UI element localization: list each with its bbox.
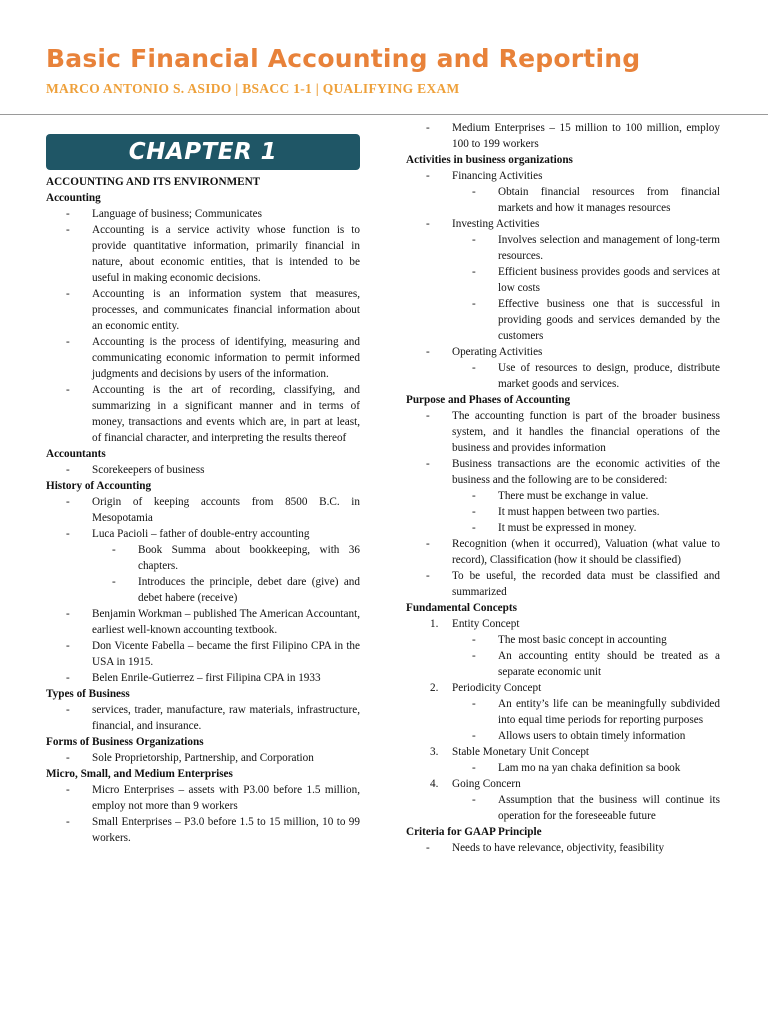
left-column bbox=[46, 134, 360, 846]
dash-bullet: - bbox=[66, 816, 70, 828]
dash-bullet: - bbox=[472, 186, 476, 198]
list-item-text: Accounting is an information system that measures, processes, and communicates financial information about an economic entity. bbox=[92, 288, 360, 332]
list-number: 2. bbox=[430, 682, 439, 694]
list-item-text: Going Concern bbox=[452, 778, 521, 790]
list-item-text: Needs to have relevance, objectivity, feasibility bbox=[452, 842, 665, 854]
dash-bullet: - bbox=[472, 506, 476, 518]
list-item bbox=[46, 638, 360, 670]
dash-bullet: - bbox=[66, 384, 70, 396]
list-item-text: Periodicity Concept bbox=[452, 682, 542, 694]
list-number: 1. bbox=[430, 618, 439, 630]
list-item-text: Language of business; Communicates bbox=[92, 208, 262, 220]
list-item-text: Effective business one that is successful in providing goods and services demanded by the customers bbox=[498, 298, 720, 342]
sub-list-item bbox=[406, 792, 720, 824]
list-item-text: Obtain financial resources from financial markets and how it manages resources bbox=[498, 186, 720, 214]
document-subtitle: MARCO ANTONIO S. ASIDO | BSACC 1-1 | QUALIFYING EXAM bbox=[46, 81, 460, 96]
list-item bbox=[406, 216, 720, 232]
list-item bbox=[46, 334, 360, 382]
list-item-text: Medium Enterprises – 15 million to 100 million, employ 100 to 199 workers bbox=[452, 122, 720, 150]
list-item bbox=[406, 536, 720, 568]
section-heading: Purpose and Phases of Accounting bbox=[406, 394, 571, 406]
list-item-text: An entity’s life can be meaningfully subdivided into equal time periods for reporting purposes bbox=[498, 698, 720, 726]
sub-list-item bbox=[406, 696, 720, 728]
list-item bbox=[46, 286, 360, 334]
list-item-text: There must be exchange in value. bbox=[498, 490, 649, 502]
section-heading: Accountants bbox=[46, 448, 106, 460]
list-item-text: It must happen between two parties. bbox=[498, 506, 660, 518]
section-heading: Accounting bbox=[46, 192, 101, 204]
document-title: Basic Financial Accounting and Reporting bbox=[46, 44, 641, 73]
list-item bbox=[46, 206, 360, 222]
list-number: 4. bbox=[430, 778, 439, 790]
list-item-text: Stable Monetary Unit Concept bbox=[452, 746, 590, 758]
list-item-text: Assumption that the business will continue its operation for the foreseeable future bbox=[498, 794, 720, 822]
dash-bullet: - bbox=[472, 650, 476, 662]
list-item-text: Scorekeepers of business bbox=[92, 464, 205, 476]
list-item bbox=[406, 840, 720, 856]
section-heading: Types of Business bbox=[46, 688, 130, 700]
list-item-text: The accounting function is part of the broader business system, and it handles the financial operations of the business and provides information bbox=[452, 410, 720, 454]
document-header bbox=[46, 40, 746, 97]
sub-list-item bbox=[406, 504, 720, 520]
dash-bullet: - bbox=[426, 218, 430, 230]
list-item-text: Accounting is the art of recording, classifying, and summarizing in a significant manner and in terms of money, transactions and events which are, in part at least, of financial character, and interpreting the results thereof bbox=[92, 384, 360, 444]
list-item-text: Accounting is a service activity whose function is to provide quantitative information, primarily financial in nature, about economic entities, that is intended to be useful in making economic decisions. bbox=[92, 224, 360, 284]
dash-bullet: - bbox=[426, 538, 430, 550]
dash-bullet: - bbox=[66, 208, 70, 220]
list-item-text: It must be expressed in money. bbox=[498, 522, 637, 534]
dash-bullet: - bbox=[66, 672, 70, 684]
chapter-title: CHAPTER 1 bbox=[128, 139, 278, 165]
list-item bbox=[406, 456, 720, 488]
list-item bbox=[406, 408, 720, 456]
list-item-text: Luca Pacioli – father of double-entry accounting bbox=[92, 528, 310, 540]
list-item bbox=[406, 168, 720, 184]
numbered-list-item bbox=[406, 616, 720, 632]
list-item-text: Origin of keeping accounts from 8500 B.C. in Mesopotamia bbox=[92, 496, 360, 524]
list-item bbox=[46, 702, 360, 734]
list-item bbox=[46, 670, 360, 686]
list-item bbox=[406, 344, 720, 360]
list-item-text: Use of resources to design, produce, distribute market goods and services. bbox=[498, 362, 720, 390]
dash-bullet: - bbox=[426, 570, 430, 582]
sub-list-item bbox=[406, 296, 720, 344]
list-item-text: Entity Concept bbox=[452, 618, 520, 630]
sub-list-item bbox=[406, 760, 720, 776]
section-heading: Micro, Small, and Medium Enterprises bbox=[46, 768, 233, 780]
list-item-text: Involves selection and management of long-term resources. bbox=[498, 234, 720, 262]
list-item bbox=[46, 462, 360, 478]
dash-bullet: - bbox=[66, 640, 70, 652]
sub-list-item bbox=[406, 184, 720, 216]
numbered-list-item bbox=[406, 776, 720, 792]
dash-bullet: - bbox=[66, 288, 70, 300]
list-item-text: Lam mo na yan chaka definition sa book bbox=[498, 762, 681, 774]
list-item bbox=[46, 526, 360, 542]
list-item-text: Benjamin Workman – published The American Accountant, earliest well-known accounting textbook. bbox=[92, 608, 360, 636]
list-item-text: To be useful, the recorded data must be classified and summarized bbox=[452, 570, 720, 598]
list-item-text: Don Vicente Fabella – became the first Filipino CPA in the USA in 1915. bbox=[92, 640, 360, 668]
dash-bullet: - bbox=[66, 336, 70, 348]
list-item bbox=[46, 382, 360, 446]
list-item bbox=[406, 568, 720, 600]
dash-bullet: - bbox=[472, 490, 476, 502]
chapter-banner bbox=[46, 134, 360, 170]
dash-bullet: - bbox=[426, 170, 430, 182]
dash-bullet: - bbox=[66, 704, 70, 716]
dash-bullet: - bbox=[426, 346, 430, 358]
section-heading: Fundamental Concepts bbox=[406, 602, 517, 614]
list-item-text: Micro Enterprises – assets with P3.00 before 1.5 million, employ not more than 9 workers bbox=[92, 784, 360, 812]
dash-bullet: - bbox=[66, 608, 70, 620]
dash-bullet: - bbox=[426, 410, 430, 422]
list-item-text: Belen Enrile-Gutierrez – first Filipina CPA in 1933 bbox=[92, 672, 321, 684]
dash-bullet: - bbox=[472, 266, 476, 278]
sub-list-item bbox=[406, 264, 720, 296]
dash-bullet: - bbox=[426, 842, 430, 854]
dash-bullet: - bbox=[472, 522, 476, 534]
list-item bbox=[406, 120, 720, 152]
dash-bullet: - bbox=[66, 224, 70, 236]
dash-bullet: - bbox=[66, 464, 70, 476]
list-item-text: Book Summa about bookkeeping, with 36 chapters. bbox=[138, 544, 360, 572]
section-heading: ACCOUNTING AND ITS ENVIRONMENT bbox=[46, 176, 261, 188]
dash-bullet: - bbox=[472, 298, 476, 310]
list-item bbox=[46, 750, 360, 766]
dash-bullet: - bbox=[66, 496, 70, 508]
dash-bullet: - bbox=[112, 544, 116, 556]
section-heading: History of Accounting bbox=[46, 480, 152, 492]
list-item bbox=[46, 222, 360, 286]
dash-bullet: - bbox=[472, 634, 476, 646]
list-item bbox=[46, 814, 360, 846]
list-item-text: An accounting entity should be treated as a separate economic unit bbox=[498, 650, 720, 678]
list-item-text: Small Enterprises – P3.0 before 1.5 to 15 million, 10 to 99 workers. bbox=[92, 816, 360, 844]
sub-list-item bbox=[406, 488, 720, 504]
dash-bullet: - bbox=[472, 362, 476, 374]
list-item-text: Introduces the principle, debet dare (give) and debet habere (receive) bbox=[138, 576, 360, 604]
section-heading: Activities in business organizations bbox=[406, 154, 573, 166]
right-column-body bbox=[406, 120, 720, 856]
list-item-text: Business transactions are the economic activities of the business and the following are to be considered: bbox=[452, 458, 720, 486]
dash-bullet: - bbox=[66, 528, 70, 540]
dash-bullet: - bbox=[426, 122, 430, 134]
dash-bullet: - bbox=[472, 698, 476, 710]
list-item-text: services, trader, manufacture, raw materials, infrastructure, financial, and insurance. bbox=[92, 704, 360, 732]
list-item bbox=[46, 606, 360, 638]
dash-bullet: - bbox=[66, 784, 70, 796]
list-item-text: Allows users to obtain timely information bbox=[498, 730, 686, 742]
list-item-text: Efficient business provides goods and services at low costs bbox=[498, 266, 720, 294]
sub-list-item bbox=[406, 360, 720, 392]
dash-bullet: - bbox=[66, 752, 70, 764]
list-item-text: Accounting is the process of identifying, measuring and communicating economic information to permit informed judgments and decisions by users of the information. bbox=[92, 336, 360, 380]
sub-list-item bbox=[406, 728, 720, 744]
list-item-text: Financing Activities bbox=[452, 170, 543, 182]
dash-bullet: - bbox=[472, 762, 476, 774]
section-heading: Forms of Business Organizations bbox=[46, 736, 204, 748]
dash-bullet: - bbox=[112, 576, 116, 588]
dash-bullet: - bbox=[472, 730, 476, 742]
dash-bullet: - bbox=[472, 794, 476, 806]
right-column bbox=[406, 120, 720, 856]
sub-list-item bbox=[406, 520, 720, 536]
numbered-list-item bbox=[406, 680, 720, 696]
list-item bbox=[46, 782, 360, 814]
sub-list-item bbox=[406, 232, 720, 264]
list-number: 3. bbox=[430, 746, 439, 758]
list-item-text: Investing Activities bbox=[452, 218, 540, 230]
sub-list-item bbox=[406, 648, 720, 680]
list-item-text: Sole Proprietorship, Partnership, and Corporation bbox=[92, 752, 314, 764]
header-divider bbox=[0, 114, 768, 115]
dash-bullet: - bbox=[426, 458, 430, 470]
list-item-text: The most basic concept in accounting bbox=[498, 634, 667, 646]
section-heading: Criteria for GAAP Principle bbox=[406, 826, 542, 838]
sub-list-item bbox=[46, 574, 360, 606]
list-item-text: Operating Activities bbox=[452, 346, 543, 358]
list-item-text: Recognition (when it occurred), Valuation (what value to record), Classification (how it should be classified) bbox=[452, 538, 720, 566]
list-item bbox=[46, 494, 360, 526]
sub-list-item bbox=[46, 542, 360, 574]
sub-list-item bbox=[406, 632, 720, 648]
numbered-list-item bbox=[406, 744, 720, 760]
left-column-body bbox=[46, 174, 360, 846]
dash-bullet: - bbox=[472, 234, 476, 246]
